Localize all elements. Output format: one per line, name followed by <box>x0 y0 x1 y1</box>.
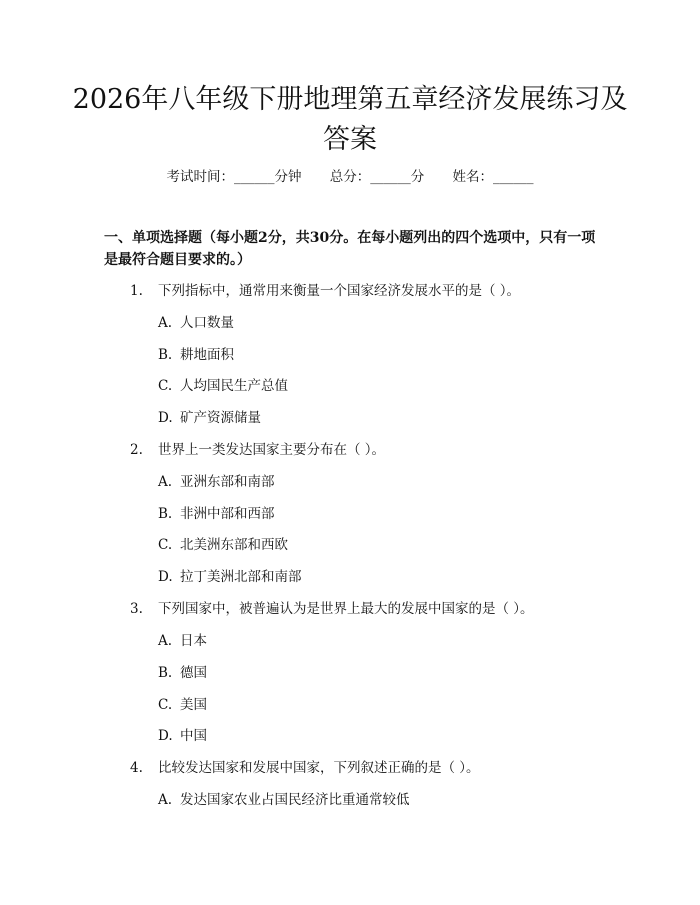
option-text: 日本 <box>180 633 207 649</box>
option-text: 德国 <box>180 665 207 681</box>
option-text: 矿产资源储量 <box>180 410 261 426</box>
question-3-option-a <box>158 631 207 651</box>
option-letter: B. <box>158 665 173 681</box>
question-1-option-a <box>158 313 234 333</box>
name-field: 姓名：______ <box>452 169 534 185</box>
option-letter: C. <box>158 697 173 713</box>
question-1-option-b <box>158 345 234 365</box>
question-4-option-a <box>158 790 410 810</box>
question-number: 3. <box>130 601 143 617</box>
option-text: 耕地面积 <box>180 347 234 363</box>
question-2-option-d <box>158 567 302 587</box>
question-1-option-c <box>158 376 288 396</box>
question-3-option-d <box>158 726 207 746</box>
option-letter: B. <box>158 506 173 522</box>
total-score-field: 总分：______分 <box>329 169 425 185</box>
section-heading: 一、单项选择题（每小题2分，共30分。在每小题列出的四个选项中，只有一项是最符合题目要求的。） <box>104 230 596 268</box>
question-4 <box>130 758 480 778</box>
option-text: 美国 <box>180 697 207 713</box>
question-text: 比较发达国家和发展中国家，下列叙述正确的是（ ）。 <box>158 760 480 776</box>
question-3 <box>130 599 534 619</box>
question-number: 2. <box>130 442 143 458</box>
question-2-option-b <box>158 504 275 524</box>
option-letter: D. <box>158 410 173 426</box>
option-text: 人均国民生产总值 <box>180 378 288 394</box>
option-letter: A. <box>158 633 173 649</box>
question-number: 4. <box>130 760 143 776</box>
option-text: 北美洲东部和西欧 <box>180 537 288 553</box>
option-letter: A. <box>158 792 173 808</box>
question-3-option-c <box>158 695 207 715</box>
option-text: 亚洲东部和南部 <box>180 474 275 490</box>
question-text: 下列国家中，被普遍认为是世界上最大的发展中国家的是（ ）。 <box>158 601 534 617</box>
option-letter: C. <box>158 378 173 394</box>
option-text: 中国 <box>180 728 207 744</box>
exam-info <box>0 167 700 187</box>
question-number: 1. <box>130 283 143 299</box>
question-text: 下列指标中，通常用来衡量一个国家经济发展水平的是（ ）。 <box>158 283 521 299</box>
option-letter: C. <box>158 537 173 553</box>
option-letter: D. <box>158 728 173 744</box>
option-letter: A. <box>158 474 173 490</box>
question-2-option-c <box>158 535 288 555</box>
option-text: 发达国家农业占国民经济比重通常较低 <box>180 792 410 808</box>
question-1-option-d <box>158 408 261 428</box>
option-letter: B. <box>158 347 173 363</box>
option-letter: A. <box>158 315 173 331</box>
question-3-option-b <box>158 663 207 683</box>
question-2-option-a <box>158 472 275 492</box>
option-text: 拉丁美洲北部和南部 <box>180 569 302 585</box>
question-2 <box>130 440 385 460</box>
option-text: 人口数量 <box>180 315 234 331</box>
question-1 <box>130 281 520 301</box>
option-text: 非洲中部和西部 <box>180 506 275 522</box>
document-title: 2026年八年级下册地理第五章经济发展练习及答案 <box>72 84 628 155</box>
exam-time-field: 考试时间：______分钟 <box>166 169 302 185</box>
question-text: 世界上一类发达国家主要分布在（ ）。 <box>158 442 386 458</box>
option-letter: D. <box>158 569 173 585</box>
